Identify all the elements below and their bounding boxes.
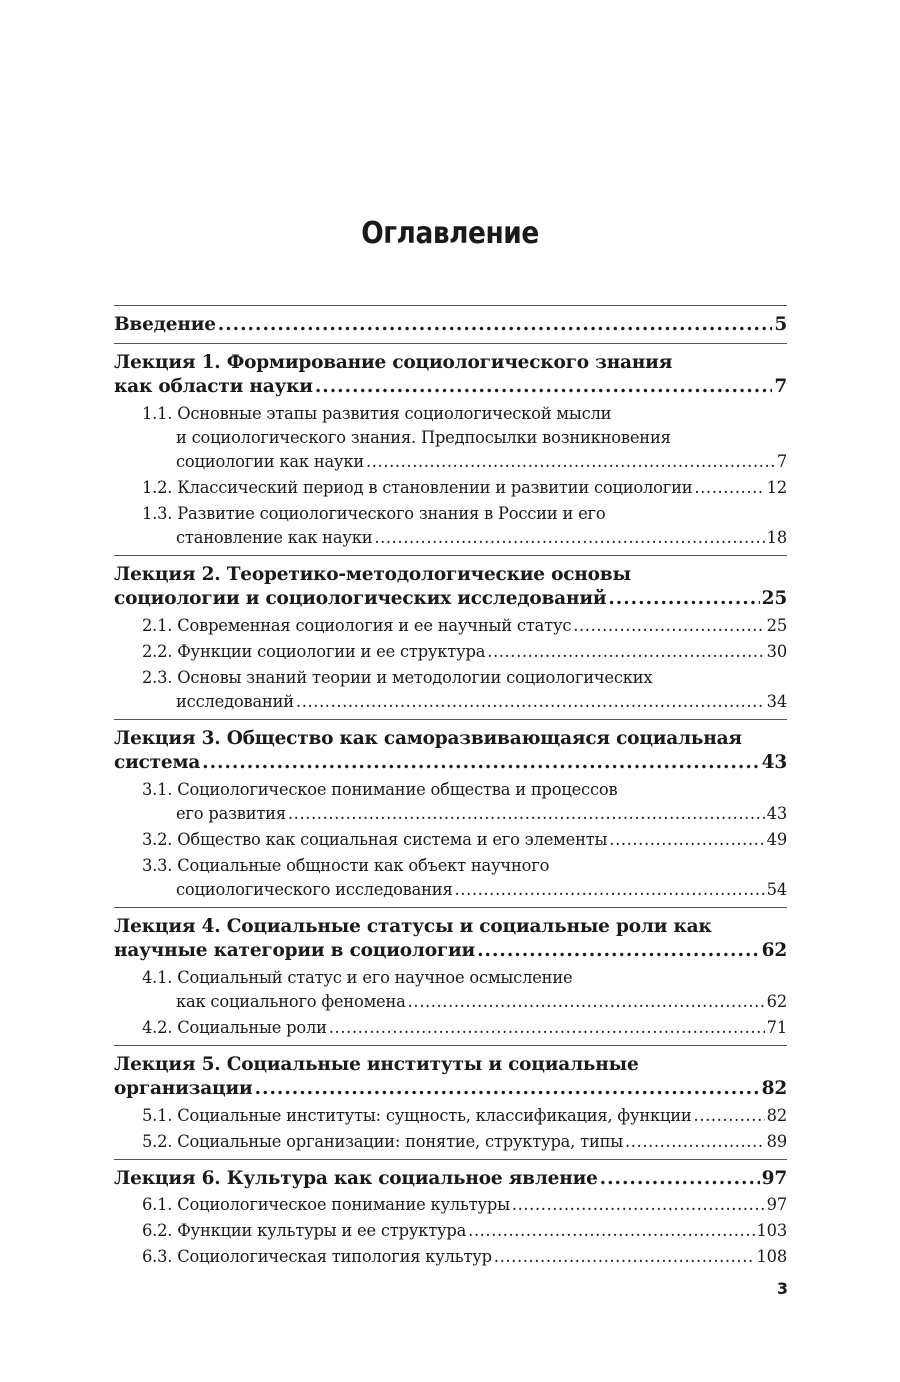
toc-entry-lecture-6[interactable] [114, 1167, 787, 1192]
toc-subentry-line: социологического исследования [176, 879, 453, 899]
toc-section-lecture-6 [114, 1159, 787, 1275]
toc-page-number: 82 [761, 1078, 787, 1099]
leader-dots [288, 802, 765, 826]
toc-subentry-line: и социологического знания. Предпосылки возникновения [176, 427, 671, 447]
toc-subentry-line: как социального феномена [176, 991, 406, 1011]
toc-subentry-5-1[interactable] [114, 1104, 787, 1128]
toc-subentry-line: его развития [176, 803, 286, 823]
toc-entry-title-line: организации [114, 1078, 253, 1099]
toc-entry-lecture-3[interactable] [114, 727, 787, 776]
toc-page-number: 43 [761, 752, 787, 773]
toc-section-lecture-5 [114, 1045, 787, 1159]
toc-section-intro [114, 305, 787, 343]
toc-page-number: 34 [766, 691, 787, 711]
toc-page-number: 49 [766, 829, 787, 849]
toc-entry-title-line: Лекция 6. Культура как социальное явление [114, 1167, 598, 1189]
leader-dots [609, 828, 764, 852]
toc-subentry-line: исследований [176, 691, 294, 711]
leader-dots [296, 690, 765, 714]
toc-entry-title-line: Лекция 4. Социальные статусы и социальные роли как [114, 915, 712, 937]
toc-subentry-line: 3.3. Социальные общности как объект научного [142, 855, 550, 875]
toc-page-number: 5 [774, 314, 787, 335]
leader-dots [315, 375, 773, 400]
page-number: 3 [776, 1279, 788, 1298]
toc-entry-title: Введение [114, 314, 216, 335]
leader-dots [468, 1219, 754, 1243]
toc-subentry-line: 5.2. Социальные организации: понятие, структура, типы [142, 1131, 624, 1151]
toc-page-number: 108 [756, 1247, 787, 1266]
leader-dots [255, 1077, 760, 1102]
toc-page-number: 103 [756, 1221, 787, 1240]
toc-subentry-1-3[interactable] [114, 502, 787, 550]
toc-page-number: 82 [766, 1105, 787, 1125]
toc-subentry-line: 2.3. Основы знаний теории и методологии социологических [142, 667, 653, 687]
toc-subentry-line: становление как науки [176, 527, 373, 547]
toc-entry-title-line: Лекция 5. Социальные институты и социальные [114, 1053, 639, 1075]
toc-subentry-2-2[interactable] [114, 640, 787, 664]
leader-dots [608, 587, 759, 612]
toc-subentry-line: 3.2. Общество как социальная система и его элементы [142, 829, 608, 849]
toc-entry-title-line: как области науки [114, 376, 313, 397]
leader-dots [329, 1016, 765, 1040]
leader-dots [408, 990, 765, 1014]
toc-subentry-1-2[interactable] [114, 476, 787, 500]
toc-page-number: 97 [766, 1195, 787, 1214]
toc-subentry-line: 3.1. Социологическое понимание общества и процессов [142, 779, 618, 799]
toc-page-number: 43 [766, 803, 787, 823]
toc-subentry-6-3[interactable] [114, 1245, 787, 1269]
toc-subentry-line: 1.2. Классический период в становлении и развитии социологии [142, 477, 693, 497]
leader-dots [487, 640, 764, 664]
toc-subentry-6-2[interactable] [114, 1219, 787, 1243]
leader-dots [694, 1104, 765, 1128]
leader-dots [625, 1130, 765, 1154]
toc-page-number: 30 [766, 641, 787, 661]
toc-subentry-line: 5.1. Социальные институты: сущность, классификация, функции [142, 1105, 692, 1125]
toc-entry-title-line: система [114, 752, 201, 773]
toc-page-number: 62 [761, 940, 787, 961]
toc-subentry-line: 2.2. Функции социологии и ее структура [142, 641, 486, 661]
toc-subentry-4-1[interactable] [114, 966, 787, 1014]
toc-entry-title-line: Лекция 1. Формирование социологического знания [114, 351, 673, 373]
page-title: Оглавление [361, 216, 539, 251]
toc-page-number: 89 [766, 1131, 787, 1151]
toc-subentry-3-2[interactable] [114, 828, 787, 852]
toc-subentry-line: 4.1. Социальный статус и его научное осмысление [142, 967, 573, 987]
toc-page-number: 62 [766, 991, 787, 1011]
leader-dots [455, 878, 765, 902]
toc-entry-title-line: социологии и социологических исследований [114, 588, 607, 609]
toc-subentry-line: 1.1. Основные этапы развития социологической мысли [142, 403, 612, 423]
leader-dots [600, 1167, 760, 1192]
toc-entry-lecture-2[interactable] [114, 563, 787, 612]
leader-dots [694, 476, 764, 500]
leader-dots [218, 313, 773, 338]
leader-dots [477, 939, 760, 964]
toc-page-number: 12 [766, 477, 787, 497]
toc-entry-lecture-5[interactable] [114, 1053, 787, 1102]
toc-section-lecture-4 [114, 907, 787, 1045]
toc-section-lecture-2 [114, 555, 787, 719]
toc-subentry-1-1[interactable] [114, 402, 787, 474]
toc-subentry-3-1[interactable] [114, 778, 787, 826]
toc-entry-title-line: научные категории в социологии [114, 940, 476, 961]
toc-page-number: 25 [761, 588, 787, 609]
toc-subentry-line: 6.2. Функции культуры и ее структура [142, 1221, 467, 1240]
leader-dots [202, 751, 759, 776]
toc-subentry-6-1[interactable] [114, 1193, 787, 1217]
toc-section-lecture-3 [114, 719, 787, 907]
table-of-contents [114, 305, 787, 1274]
toc-subentry-3-3[interactable] [114, 854, 787, 902]
toc-subentry-line: 4.2. Социальные роли [142, 1017, 327, 1037]
toc-page-number: 7 [774, 376, 787, 397]
toc-page-number: 54 [766, 879, 787, 899]
toc-subentry-line: 6.3. Социологическая типология культур [142, 1247, 492, 1266]
toc-page-number: 25 [766, 615, 787, 635]
leader-dots [366, 450, 775, 474]
toc-page-number: 97 [761, 1167, 787, 1189]
toc-subentry-5-2[interactable] [114, 1130, 787, 1154]
toc-page-number: 7 [776, 451, 787, 471]
leader-dots [573, 614, 764, 638]
toc-entry-title-line: Лекция 3. Общество как саморазвивающаяся социальная [114, 727, 742, 749]
toc-subentry-2-3[interactable] [114, 666, 787, 714]
toc-page-number: 18 [766, 527, 787, 547]
toc-page-number: 71 [766, 1017, 787, 1037]
toc-section-lecture-1 [114, 343, 787, 555]
toc-entry-lecture-1[interactable] [114, 351, 787, 400]
toc-subentry-2-1[interactable] [114, 614, 787, 638]
toc-subentry-4-2[interactable] [114, 1016, 787, 1040]
toc-subentry-line: социологии как науки [176, 451, 364, 471]
toc-subentry-line: 2.1. Современная социология и ее научный статус [142, 615, 572, 635]
toc-subentry-line: 1.3. Развитие социологического знания в России и его [142, 503, 606, 523]
toc-entry-title-line: Лекция 2. Теоретико-методологические основы [114, 563, 631, 585]
toc-subentry-line: 6.1. Социологическое понимание культуры [142, 1195, 510, 1214]
leader-dots [494, 1245, 755, 1269]
leader-dots [512, 1193, 765, 1217]
leader-dots [374, 526, 764, 550]
toc-entry-lecture-4[interactable] [114, 915, 787, 964]
toc-entry-intro[interactable] [114, 313, 787, 338]
